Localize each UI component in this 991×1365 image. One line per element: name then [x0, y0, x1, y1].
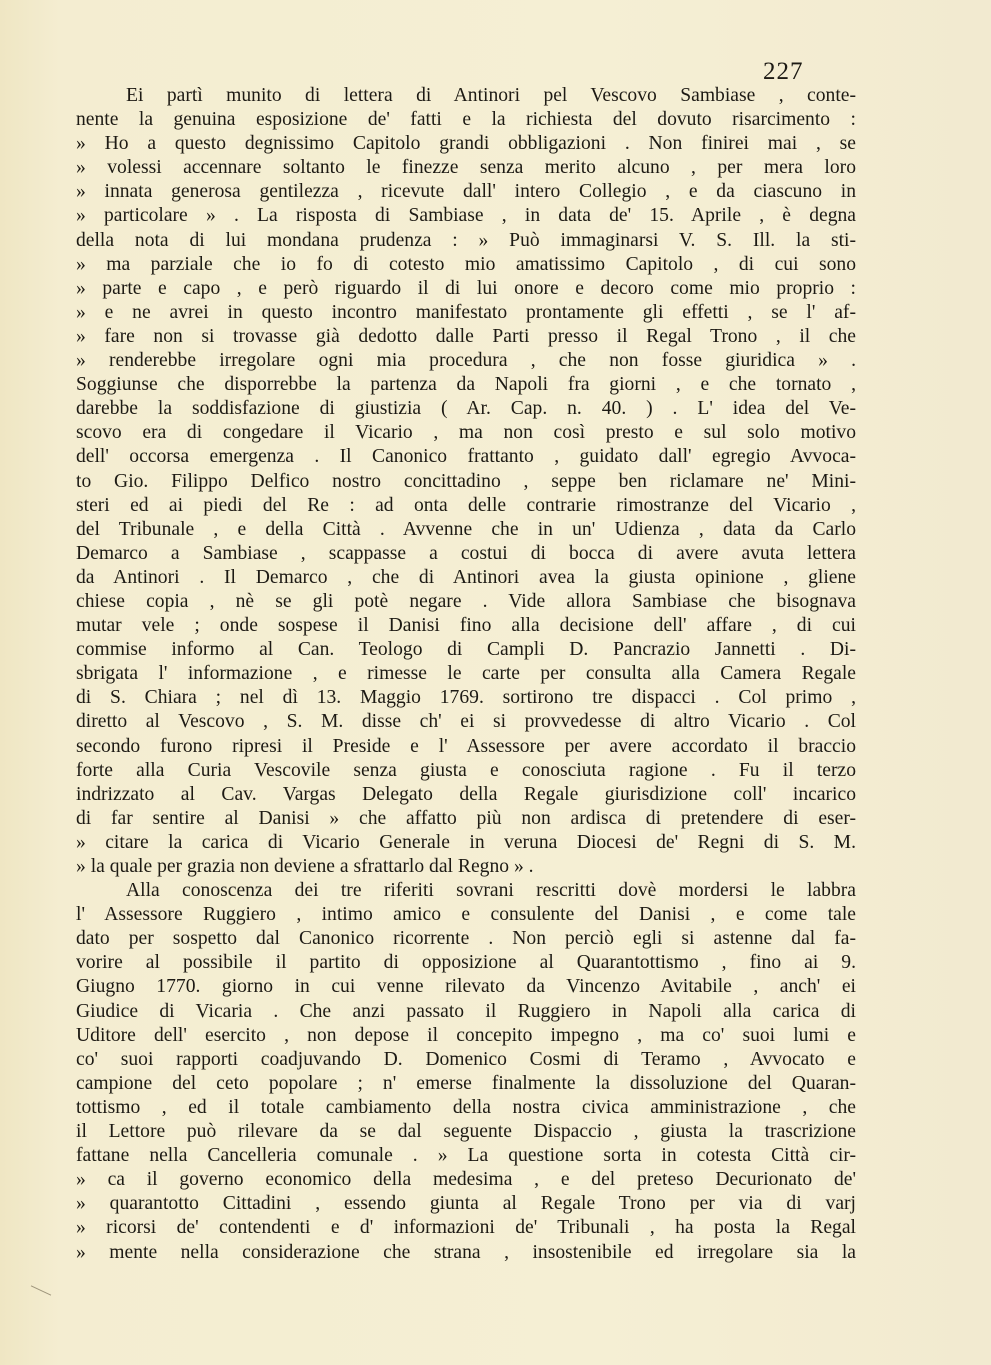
text-line: co' suoi rapporti coadjuvando D. Domenico Cosmi di Teramo , Avvocato e	[76, 1048, 856, 1070]
text-line: Ei partì munito di lettera di Antinori pel Vescovo Sambiase , conte-	[126, 85, 856, 106]
text-line: scovo era di congedare il Vicario , ma non così presto e sul solo motivo	[76, 422, 856, 444]
text-line: » Ho a questo degnissimo Capitolo grandi obbligazioni . Non finirei mai , se	[76, 133, 856, 155]
text-line: chiese copia , nè se gli potè negare . Vide allora Sambiase che bisognava	[76, 590, 856, 612]
text-line: » ricorsi de' contendenti e d' informazioni de' Tribunali , ha posta la Regal	[76, 1217, 856, 1239]
text-line: tottismo , ed il totale cambiamento della nostra civica amministrazione , che	[76, 1096, 856, 1118]
text-line: diretto al Vescovo , S. M. disse ch' ei si provvedesse di altro Vicario . Col	[76, 711, 856, 733]
text-line: » la quale per grazia non deviene a sfrattarlo dal Regno » .	[76, 856, 534, 877]
text-line: da Antinori . Il Demarco , che di Antinori avea la giusta opinione , gliene	[76, 566, 856, 588]
text-line: di S. Chiara ; nel dì 13. Maggio 1769. sortirono tre dispacci . Col primo ,	[76, 687, 856, 709]
text-line: Alla conoscenza dei tre riferiti sovrani rescritti dovè mordersi le labbra	[126, 880, 856, 902]
text-line: del Tribunale , e della Città . Avvenne che in un' Udienza , data da Carlo	[76, 518, 856, 540]
text-line: » volessi accennare soltanto le finezze senza merito alcuno , per mera loro	[76, 157, 856, 179]
page-number: 227	[763, 58, 804, 85]
text-line: Giugno 1770. giorno in cui venne rilevato da Vincenzo Avitabile , anch' ei	[76, 976, 856, 998]
text-line: » particolare » . La risposta di Sambiase , in data de' 15. Aprile , è degna	[76, 205, 856, 227]
text-line: mutar vele ; onde sospese il Danisi fino alla decisione dell' affare , di cui	[76, 615, 856, 637]
text-line: dell' occorsa emergenza . Il Canonico frattanto , guidato dall' egregio Avvoca-	[76, 446, 856, 468]
text-line: secondo furono ripresi il Preside e l' Assessore per avere accordato il braccio	[76, 735, 856, 757]
text-line: il Lettore può rilevare da se dal seguente Dispaccio , giusta la trascrizione	[76, 1121, 856, 1143]
text-line: dato per sospetto dal Canonico ricorrente . Non perciò egli si astenne dal fa-	[76, 928, 856, 950]
text-line: nente la genuina esposizione de' fatti e la richiesta del dovuto risarcimento :	[76, 109, 856, 131]
text-line: » parte e capo , e però riguardo il di lui onore e decoro come mio proprio :	[76, 277, 856, 299]
text-line: darebbe la soddisfazione di giustizia ( Ar. Cap. n. 40. ) . L' idea del Ve-	[76, 398, 856, 420]
text-line: » mente nella considerazione che strana , insostenibile ed irregolare sia la	[76, 1241, 856, 1263]
scan-mark	[31, 1285, 51, 1295]
text-line: campione del ceto popolare ; n' emerse finalmente la dissoluzione del Quaran-	[76, 1072, 856, 1094]
body-text	[76, 84, 856, 1265]
text-line: » fare non si trovasse già dedotto dalle Parti presso il Regal Trono , il che	[76, 325, 856, 347]
text-line: indrizzato al Cav. Vargas Delegato della Regale giurisdizione coll' incarico	[76, 783, 856, 805]
text-line: Giudice di Vicaria . Che anzi passato il Ruggiero in Napoli alla carica di	[76, 1000, 856, 1022]
text-line: » citare la carica di Vicario Generale in veruna Diocesi de' Regni di S. M.	[76, 831, 856, 853]
text-line: » renderebbe irregolare ogni mia procedura , che non fosse giuridica » .	[76, 350, 856, 372]
text-line: » innata generosa gentilezza , ricevute dall' intero Collegio , e da ciascuno in	[76, 181, 856, 203]
text-line: to Gio. Filippo Delfico nostro concittadino , seppe ben riclamare ne' Mini-	[76, 470, 856, 492]
text-line: l' Assessore Ruggiero , intimo amico e consulente del Danisi , e come tale	[76, 904, 856, 926]
text-line: » e ne avrei in questo incontro manifestato prontamente gli effetti , se l' af-	[76, 301, 856, 323]
text-line: vorire al possibile il partito di opposizione al Quarantottismo , fino ai 9.	[76, 952, 856, 974]
text-line: » ma parziale che io fo di cotesto mio amatissimo Capitolo , di cui sono	[76, 253, 856, 275]
text-line: della nota di lui mondana prudenza : » Può immaginarsi V. S. Ill. la sti-	[76, 229, 856, 251]
text-line: commise informo al Can. Teologo di Campli D. Pancrazio Jannetti . Di-	[76, 639, 856, 661]
text-line: Demarco a Sambiase , scappasse a costui di bocca di avere avuta lettera	[76, 542, 856, 564]
text-line: Soggiunse che disporrebbe la partenza da Napoli fra giorni , e che tornato ,	[76, 374, 856, 396]
text-line: » ca il governo economico della medesima , e del preteso Decurionato de'	[76, 1169, 856, 1191]
text-line: di far sentire al Danisi » che affatto più non ardisca di pretendere di eser-	[76, 807, 856, 829]
text-line: » quarantotto Cittadini , essendo giunta al Regale Trono per via di varj	[76, 1193, 856, 1215]
text-line: sbrigata l' informazione , e rimesse le carte per consulta alla Camera Regale	[76, 663, 856, 685]
text-line: fattane nella Cancelleria comunale . » La questione sorta in cotesta Città cir-	[76, 1145, 856, 1167]
text-line: forte alla Curia Vescovile senza giusta e conosciuta ragione . Fu il terzo	[76, 759, 856, 781]
text-line: steri ed ai piedi del Re : ad onta delle contrarie rimostranze del Vicario ,	[76, 494, 856, 516]
text-line: Uditore dell' esercito , non depose il concepito impegno , ma co' suoi lumi e	[76, 1024, 856, 1046]
